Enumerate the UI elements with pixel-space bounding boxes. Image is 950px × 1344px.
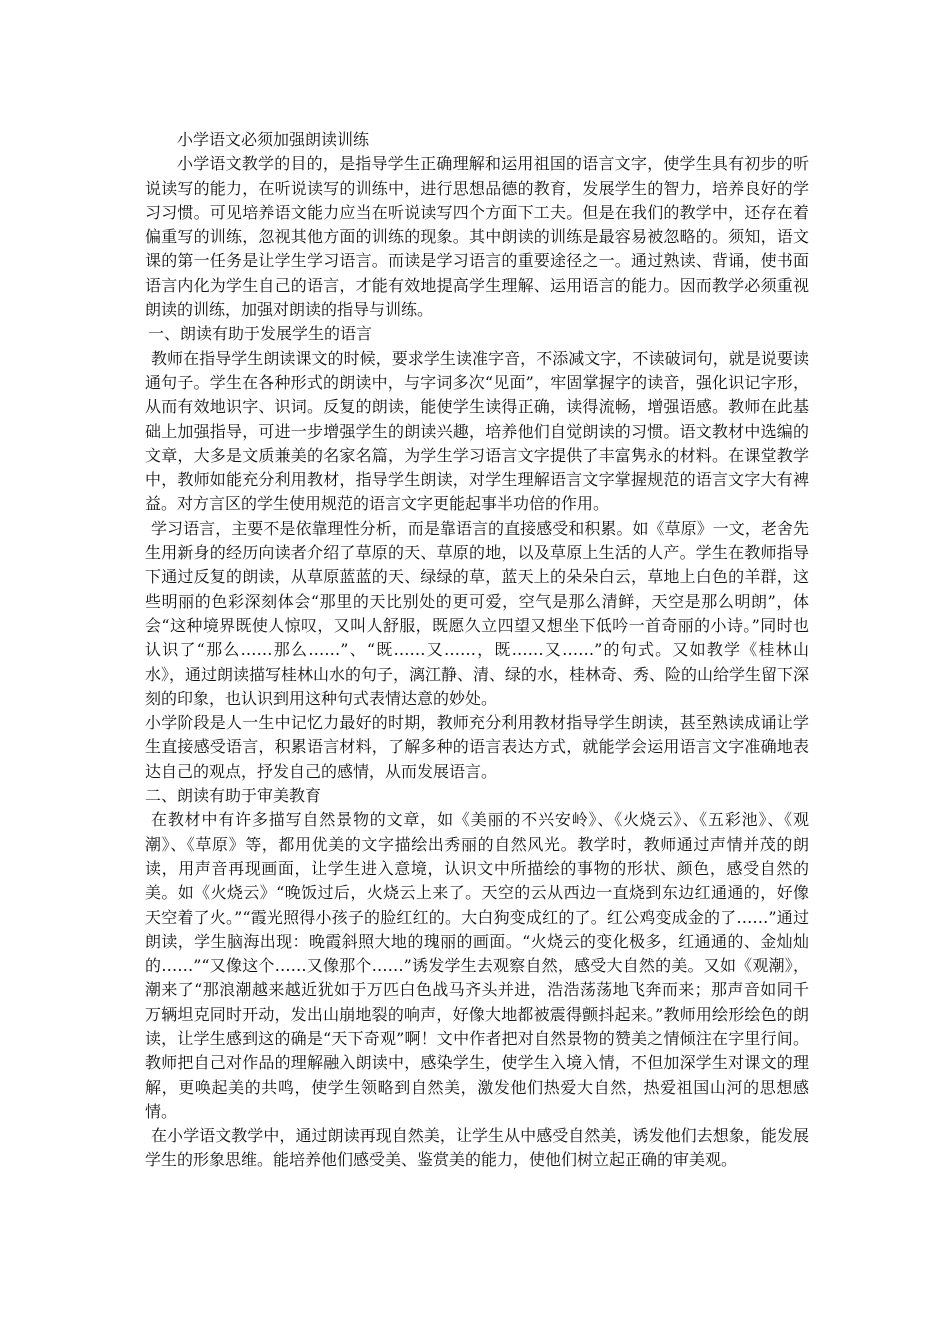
body-paragraph: 在小学语文教学中，通过朗读再现自然美，让学生从中感受自然美，诱发他们去想象，能发展学生的形象思维。能培养他们感受美、鉴赏美的能力，使他们树立起正确的审美观。 bbox=[145, 1126, 809, 1170]
section-heading-1: 一、朗读有助于发展学生的语言 bbox=[148, 324, 373, 344]
document-title: 小学语文必须加强朗读训练 bbox=[177, 130, 370, 149]
body-paragraph: 在教材中有许多描写自然景物的文章，如《美丽的不兴安岭》、《火烧云》、《五彩池》、《观潮》、《草原》等，都用优美的文字描绘出秀丽的自然风光。教学时，教师通过声情并茂的朗读，用声音再现画面，让学生进入意境，认识文中所描绘的事物的形状、颜色，感受自然的美。如《火烧云》“晚饭过后，火烧云上来了。天空的云从西边一直烧到东边红通通的，好像天空着了火。”“霞光照得小孩子的脸红红的。大白狗变成红的了。红公鸡变成金的了……”通过朗读，学生脑海出现：晚霞斜照大地的瑰丽的画面。“火烧云的变化极多，红通通的、金灿灿的……”“又像这个……又像那个……”诱发学生去观察自然，感受大自然的美。又如《观潮》，潮来了“那浪潮越来越近犹如于万匹白色战马齐头并进，浩浩荡荡地飞奔而来；那声音如同千万辆坦克同时开动，发出山崩地裂的响声，好像大地都被震得颤抖起来。”教师用绘形绘色的朗读，让学生感到这的确是“天下奇观”啊！文中作者把对自然景物的赞美之情倾注在字里行间。教师把自己对作品的理解融入朗读中，感染学生，使学生入境入情，不但加深学生对课文的理解，更唤起美的共鸣，使学生领略到自然美，激发他们热爱大自然，热爱祖国山河的思想感情。 bbox=[145, 810, 809, 1121]
body-paragraph: 学习语言，主要不是依靠理性分析，而是靠语言的直接感受和积累。如《草原》一文，老舍先生用新身的经历向读者介绍了草原的天、草原的地，以及草原上生活的人产。学生在教师指导下通过反复的朗读，从草原蓝蓝的天、绿绿的草，蓝天上的朵朵白云，草地上白色的羊群，这些明丽的色彩深刻体会“那里的天比别处的更可爱，空气是那么清鲜，天空是那么明朗”，体会“这种境界既使人惊叹，又叫人舒服，既愿久立四望又想坐下低吟一首奇丽的小诗。”同时也认识了“那么……那么……”、“既……又……，既……又……”的句式。又如教学《桂林山水》，通过朗读描写桂林山水的句子，漓江静、清、绿的水，桂林奇、秀、险的山给学生留下深刻的印象，也认识到用这种句式表情达意的妙处。 bbox=[145, 518, 810, 708]
body-paragraph: 教师在指导学生朗读课文的时候，要求学生读准字音，不添减文字，不读破词句，就是说要读通句子。学生在各种形式的朗读中，与字词多次“见面”，牢固掌握字的读音，强化识记字形，从而有效地识字、识词。反复的朗读，能使学生读得正确，读得流畅，增强语感。教师在此基础上加强指导，可进一步增强学生的朗读兴趣，培养他们自觉朗读的习惯。语文教材中选编的文章，大多是文质兼美的名家名篇，为学生学习语言文字提供了丰富隽永的材料。在课堂教学中，教师如能充分利用教材，指导学生朗读，对学生理解语言文字掌握规范的语言文字大有裨益。对方言区的学生使用规范的语言文字更能起事半功倍的作用。 bbox=[145, 348, 809, 514]
section-heading-2: 二、朗读有助于审美教育 bbox=[145, 786, 322, 806]
intro-paragraph: 小学语文教学的目的，是指导学生正确理解和运用祖国的语言文字，使学生具有初步的听说读写的能力，在听说读写的训练中，进行思想品德的教育，发展学生的智力，培养良好的学习习惯。可见培养语文能力应当在听说读写四个方面下工夫。但是在我们的教学中，还存在着偏重写的训练，忽视其他方面的训练的现象。其中朗读的训练是最容易被忽略的。须知，语文课的第一任务是让学生学习语言。而读是学习语言的重要途径之一。通过熟读、背诵，使书面语言内化为学生自己的语言，才能有效地提高学生理解、运用语言的能力。因而教学必须重视朗读的训练，加强对朗读的指导与训练。 bbox=[145, 154, 809, 320]
document-body bbox=[145, 128, 809, 1173]
body-paragraph: 小学阶段是人一生中记忆力最好的时期，教师充分利用教材指导学生朗读，甚至熟读成诵让学生直接感受语言，积累语言材料，了解多种的语言表达方式，就能学会运用语言文字准确地表达自己的观点，抒发自己的感情，从而发展语言。 bbox=[145, 713, 809, 781]
